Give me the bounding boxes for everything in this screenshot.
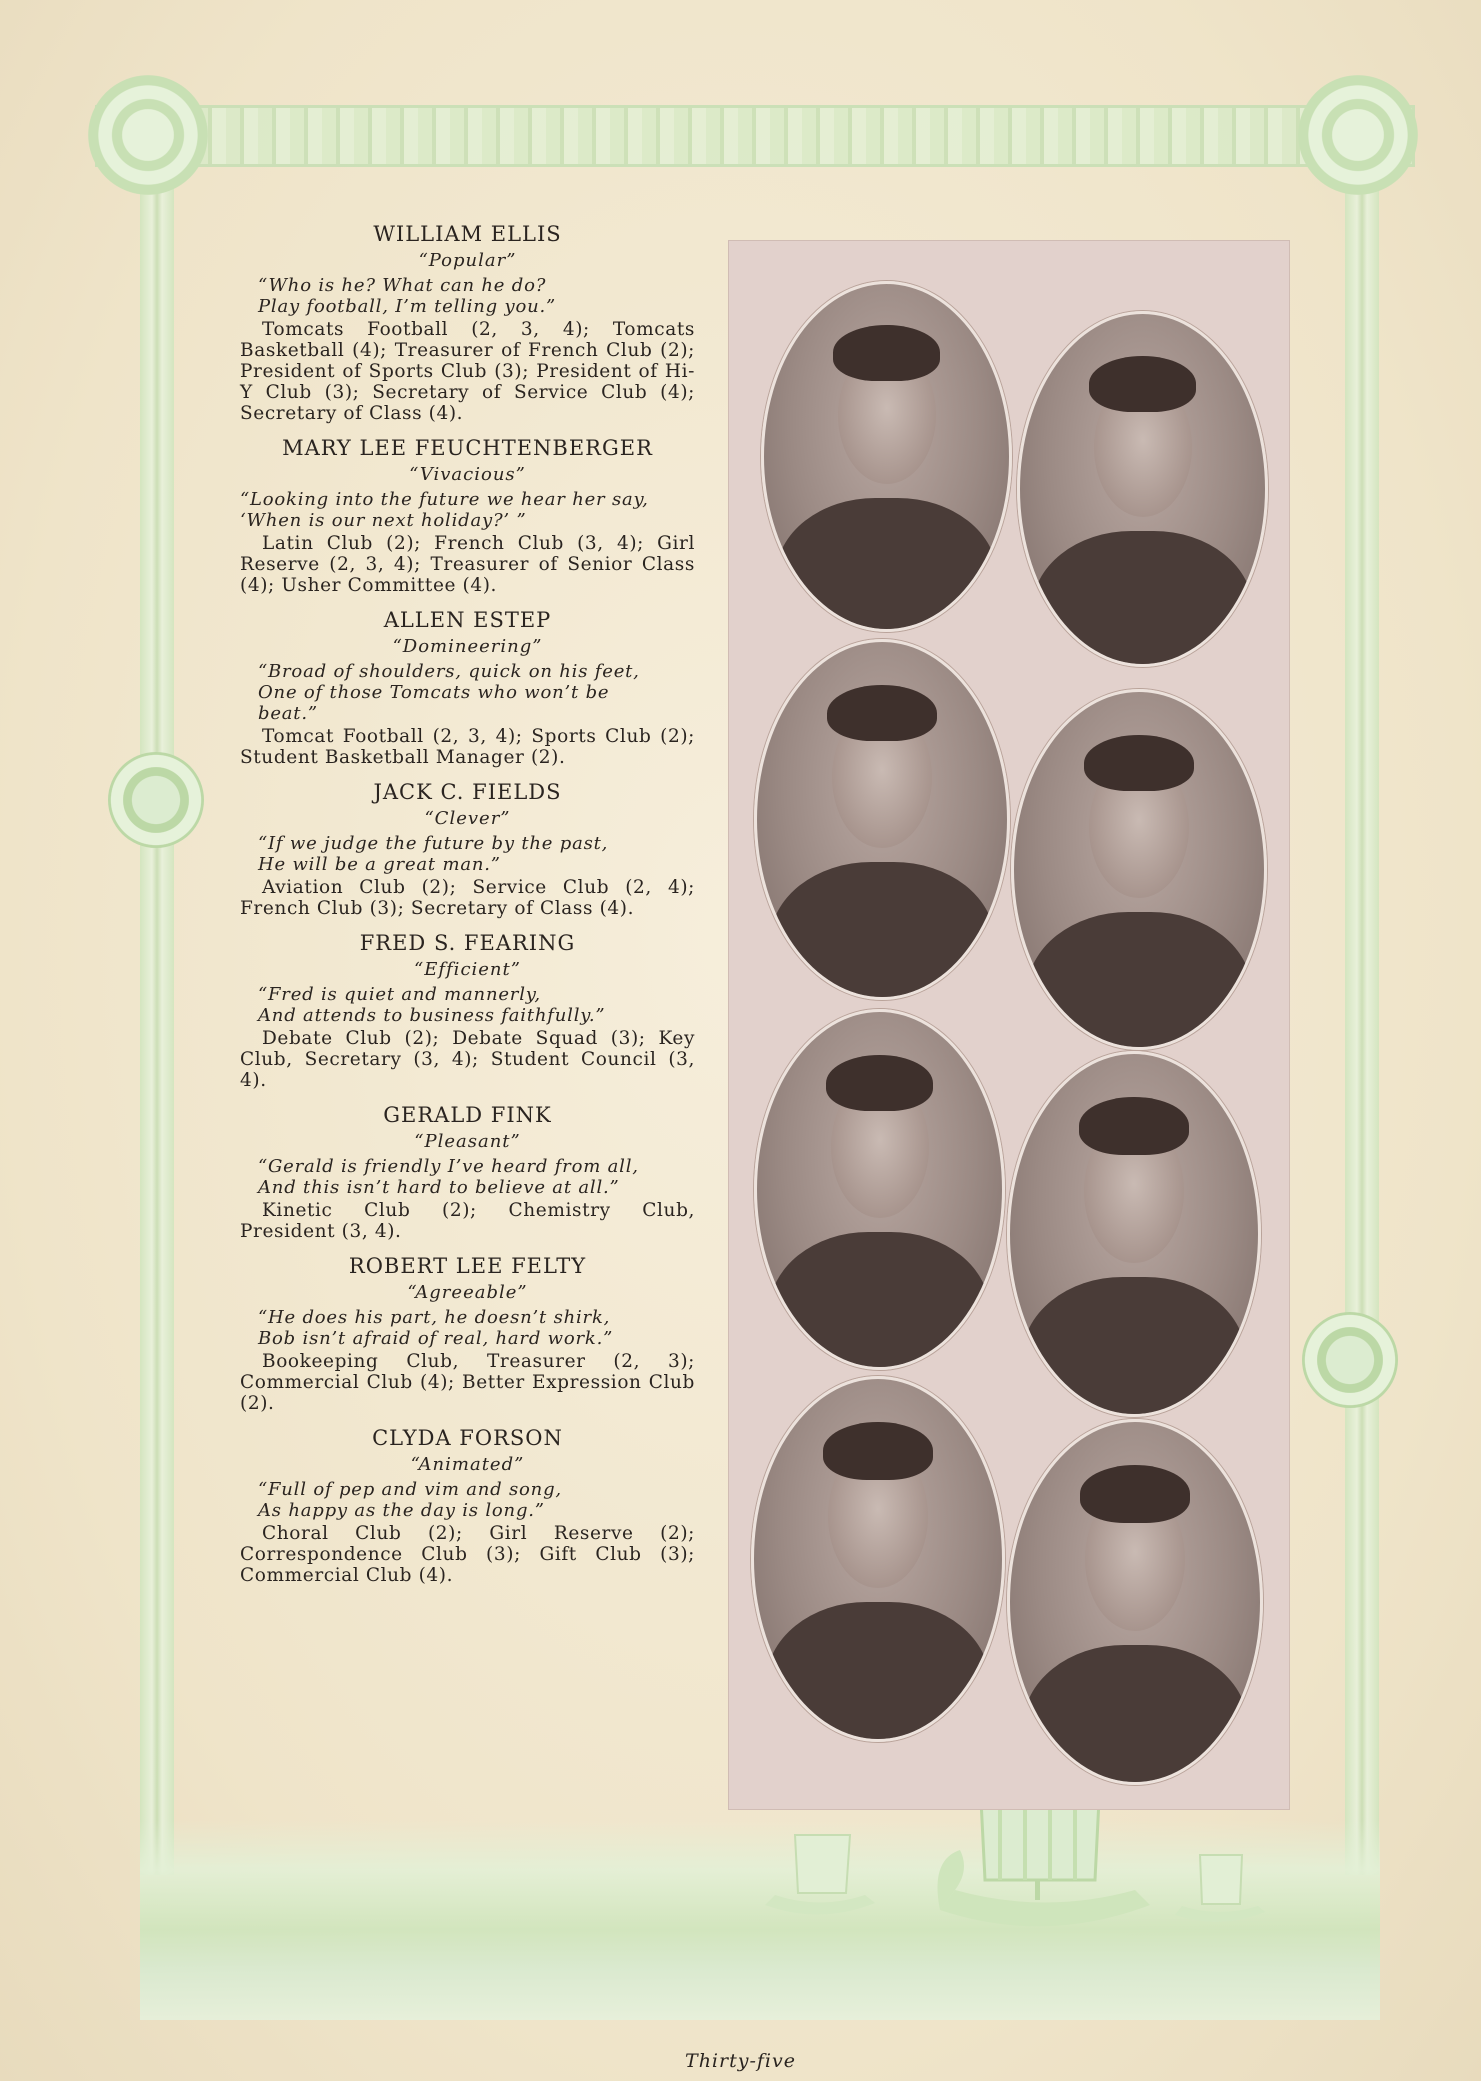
- student-nickname: “Popular”: [418, 250, 517, 271]
- student-activities: Bookeeping Club, Treasurer (2, 3); Commercial Club (4); Better Expression Club (2).: [240, 1351, 695, 1414]
- student-quote: “Broad of shoulders, quick on his feet, One of those Tomcats who won’t be beat.”: [258, 661, 640, 724]
- student-nickname: “Vivacious”: [409, 464, 526, 485]
- student-name: CLYDA FORSON: [372, 1426, 563, 1450]
- portrait-photo: [754, 639, 1010, 1000]
- student-name: GERALD FINK: [383, 1103, 552, 1127]
- student-quote: “Full of pep and vim and song, As happy as the day is long.”: [258, 1479, 562, 1521]
- corner-ornament-top-left: [88, 75, 208, 195]
- far-ship-illustration: [1170, 1840, 1270, 1930]
- student-name: JACK C. FIELDS: [373, 780, 562, 804]
- student-quote: “Gerald is friendly I’ve heard from all, And this isn’t hard to believe at all.”: [258, 1156, 639, 1198]
- student-nickname: “Animated”: [410, 1454, 525, 1475]
- student-entry: [240, 1103, 695, 1242]
- portrait-photo: [1017, 311, 1268, 667]
- student-biographies: [240, 222, 695, 1598]
- student-nickname: “Efficient”: [414, 959, 521, 980]
- student-entry: [240, 1254, 695, 1414]
- right-medallion-ornament: [1302, 1312, 1398, 1408]
- corner-ornament-top-right: [1298, 75, 1418, 195]
- page-number: Thirty-five: [685, 2050, 796, 2072]
- decorative-left-border: [140, 165, 174, 1875]
- decorative-top-border: [95, 105, 1415, 167]
- student-name: WILLIAM ELLIS: [373, 222, 562, 246]
- student-quote: “He does his part, he doesn’t shirk, Bob isn’t afraid of real, hard work.”: [258, 1307, 614, 1349]
- student-activities: Debate Club (2); Debate Squad (3); Key Club, Secretary (3, 4); Student Council (3, 4).: [240, 1028, 695, 1091]
- distant-ship-illustration: [760, 1815, 880, 1925]
- portrait-photo: [1007, 1419, 1263, 1785]
- student-entry: [240, 780, 695, 919]
- left-medallion-ornament: [108, 752, 204, 848]
- portrait-photo: [1011, 689, 1267, 1050]
- portrait-photo: [751, 1376, 1005, 1742]
- student-activities: Kinetic Club (2); Chemistry Club, President (3, 4).: [240, 1200, 695, 1242]
- student-name: ALLEN ESTEP: [383, 608, 552, 632]
- student-quote: “Fred is quiet and mannerly, And attends to business faithfully.”: [258, 984, 606, 1026]
- portrait-photo: [761, 281, 1012, 632]
- student-entry: [240, 608, 695, 768]
- student-quote: “Who is he? What can he do? Play football, I’m telling you.”: [258, 275, 557, 317]
- student-nickname: “Domineering”: [392, 636, 543, 657]
- student-nickname: “Clever”: [424, 808, 511, 829]
- student-entry: [240, 931, 695, 1091]
- student-quote: “If we judge the future by the past, He will be a great man.”: [258, 833, 609, 875]
- student-name: MARY LEE FEUCHTENBERGER: [282, 436, 653, 460]
- student-activities: Tomcats Football (2, 3, 4); Tomcats Basketball (4); Treasurer of French Club (2); President of Sports Club (3); President of Hi-Y Club (3); Secretary of Service Club (4); Secretary of Class (4).: [240, 319, 695, 424]
- decorative-right-border: [1345, 165, 1379, 1875]
- student-entry: [240, 222, 695, 424]
- student-nickname: “Agreeable”: [407, 1282, 528, 1303]
- student-entry: [240, 436, 695, 596]
- portrait-photo: [1007, 1051, 1261, 1417]
- student-nickname: “Pleasant”: [414, 1131, 521, 1152]
- student-activities: Choral Club (2); Girl Reserve (2); Correspondence Club (3); Gift Club (3); Commercial Club (4).: [240, 1523, 695, 1586]
- student-name: FRED S. FEARING: [359, 931, 576, 955]
- student-quote: “Looking into the future we hear her say, ‘When is our next holiday?’ ”: [240, 489, 649, 531]
- portrait-photo: [754, 1009, 1005, 1370]
- student-name: ROBERT LEE FELTY: [348, 1254, 587, 1278]
- portrait-panel: [728, 240, 1290, 1810]
- student-activities: Aviation Club (2); Service Club (2, 4); French Club (3); Secretary of Class (4).: [240, 877, 695, 919]
- student-activities: Tomcat Football (2, 3, 4); Sports Club (2); Student Basketball Manager (2).: [240, 726, 695, 768]
- student-entry: [240, 1426, 695, 1586]
- student-activities: Latin Club (2); French Club (3, 4); Girl Reserve (2, 3, 4); Treasurer of Senior Class (4); Usher Committee (4).: [240, 533, 695, 596]
